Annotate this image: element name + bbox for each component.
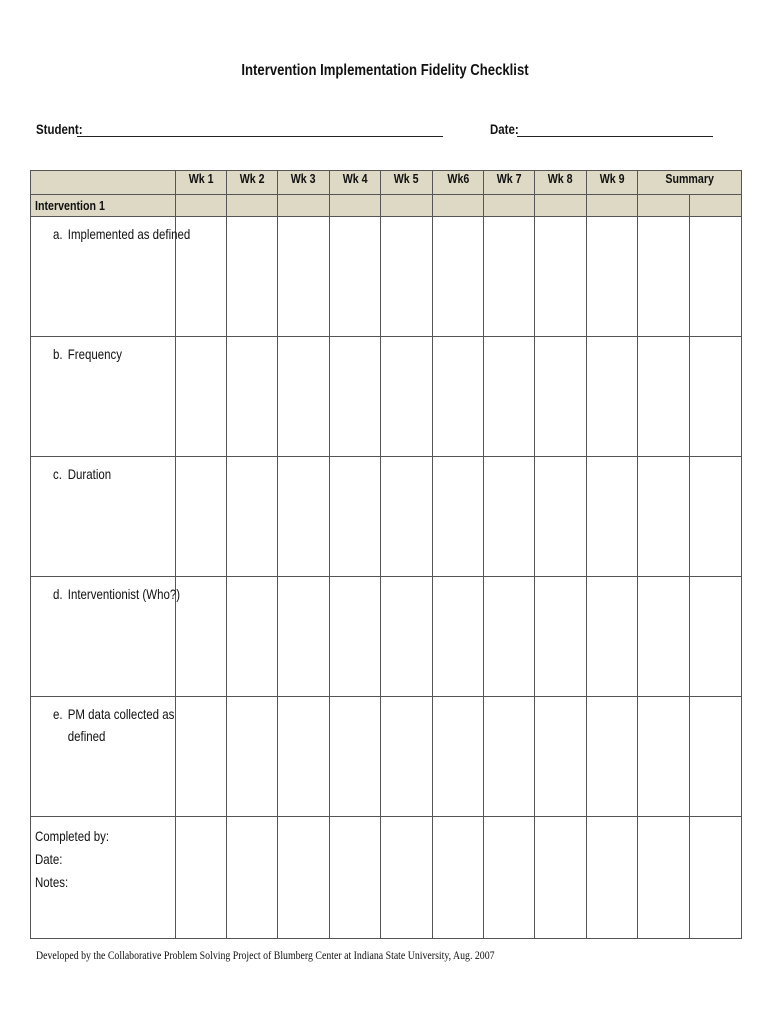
cell[interactable] — [587, 337, 638, 457]
cell[interactable] — [638, 217, 690, 337]
cell[interactable] — [535, 457, 587, 577]
cell[interactable] — [690, 217, 742, 337]
notes-label: Notes: — [35, 874, 69, 890]
cell[interactable] — [381, 697, 433, 817]
completion-labels — [31, 817, 176, 939]
cell[interactable] — [330, 337, 381, 457]
table-row — [31, 457, 742, 577]
cell[interactable] — [535, 577, 587, 697]
cell[interactable] — [433, 697, 484, 817]
cell[interactable] — [638, 195, 690, 217]
cell[interactable] — [381, 457, 433, 577]
item-label: c. Duration — [31, 457, 176, 577]
item-label: b. Frequency — [31, 337, 176, 457]
cell[interactable] — [535, 217, 587, 337]
cell[interactable] — [433, 337, 484, 457]
cell[interactable] — [176, 817, 227, 939]
date-label: Date: — [490, 121, 519, 137]
cell[interactable] — [278, 195, 330, 217]
cell[interactable] — [381, 337, 433, 457]
cell[interactable] — [330, 577, 381, 697]
cell[interactable] — [587, 217, 638, 337]
cell[interactable] — [638, 337, 690, 457]
cell[interactable] — [690, 577, 742, 697]
cell[interactable] — [484, 195, 535, 217]
cell[interactable] — [330, 217, 381, 337]
cell[interactable] — [587, 697, 638, 817]
cell[interactable] — [381, 577, 433, 697]
cell[interactable] — [484, 697, 535, 817]
col-header-wk8: Wk 8 — [535, 171, 587, 195]
cell[interactable] — [227, 337, 278, 457]
cell[interactable] — [535, 817, 587, 939]
cell[interactable] — [381, 195, 433, 217]
item-label: a. Implemented as defined — [31, 217, 176, 337]
cell[interactable] — [433, 217, 484, 337]
item-label: e. PM data collected as defined — [31, 697, 176, 817]
cell[interactable] — [433, 457, 484, 577]
cell[interactable] — [278, 697, 330, 817]
cell[interactable] — [176, 195, 227, 217]
cell[interactable] — [227, 457, 278, 577]
cell[interactable] — [587, 577, 638, 697]
date-input-line[interactable] — [517, 136, 713, 137]
col-header-wk2: Wk 2 — [227, 171, 278, 195]
cell[interactable] — [690, 457, 742, 577]
cell[interactable] — [690, 337, 742, 457]
col-header-wk9: Wk 9 — [587, 171, 638, 195]
completion-date-label: Date: — [35, 851, 63, 867]
col-header-wk4: Wk 4 — [330, 171, 381, 195]
completion-row — [31, 817, 742, 939]
cell[interactable] — [381, 817, 433, 939]
header-row — [31, 171, 742, 195]
cell[interactable] — [330, 457, 381, 577]
table-row — [31, 697, 742, 817]
header-blank-cell — [31, 171, 176, 195]
col-header-summary: Summary — [638, 171, 742, 195]
footer-credit: Developed by the Collaborative Problem Solving Project of Blumberg Center at Indiana State University, Aug. 2007 — [36, 948, 495, 962]
table-row — [31, 577, 742, 697]
cell[interactable] — [587, 195, 638, 217]
cell[interactable] — [690, 817, 742, 939]
cell[interactable] — [638, 577, 690, 697]
cell[interactable] — [535, 195, 587, 217]
col-header-wk3: Wk 3 — [278, 171, 330, 195]
cell[interactable] — [535, 337, 587, 457]
cell[interactable] — [278, 457, 330, 577]
cell[interactable] — [638, 457, 690, 577]
cell[interactable] — [638, 817, 690, 939]
cell[interactable] — [278, 817, 330, 939]
section-label: Intervention 1 — [31, 195, 176, 217]
cell[interactable] — [330, 195, 381, 217]
cell[interactable] — [227, 195, 278, 217]
cell[interactable] — [484, 457, 535, 577]
student-label: Student: — [36, 121, 83, 137]
cell[interactable] — [484, 577, 535, 697]
item-label: d. Interventionist (Who?) — [31, 577, 176, 697]
cell[interactable] — [587, 817, 638, 939]
cell[interactable] — [484, 217, 535, 337]
section-row — [31, 195, 742, 217]
cell[interactable] — [690, 195, 742, 217]
student-input-line[interactable] — [77, 136, 443, 137]
cell[interactable] — [330, 697, 381, 817]
cell[interactable] — [227, 817, 278, 939]
cell[interactable] — [638, 697, 690, 817]
cell[interactable] — [433, 577, 484, 697]
col-header-wk5: Wk 5 — [381, 171, 433, 195]
cell[interactable] — [535, 697, 587, 817]
cell[interactable] — [484, 337, 535, 457]
cell[interactable] — [433, 195, 484, 217]
cell[interactable] — [227, 217, 278, 337]
cell[interactable] — [587, 457, 638, 577]
cell[interactable] — [278, 577, 330, 697]
checklist-table — [30, 170, 742, 939]
table-row — [31, 337, 742, 457]
col-header-wk1: Wk 1 — [176, 171, 227, 195]
cell[interactable] — [484, 817, 535, 939]
cell[interactable] — [690, 697, 742, 817]
col-header-wk7: Wk 7 — [484, 171, 535, 195]
page-title: Intervention Implementation Fidelity Checklist — [241, 62, 529, 79]
cell[interactable] — [278, 217, 330, 337]
cell[interactable] — [381, 217, 433, 337]
cell[interactable] — [278, 337, 330, 457]
cell[interactable] — [433, 817, 484, 939]
table-row — [31, 217, 742, 337]
cell[interactable] — [227, 577, 278, 697]
completed-by-label: Completed by: — [35, 828, 110, 844]
cell[interactable] — [330, 817, 381, 939]
col-header-wk6: Wk6 — [433, 171, 484, 195]
cell[interactable] — [227, 697, 278, 817]
